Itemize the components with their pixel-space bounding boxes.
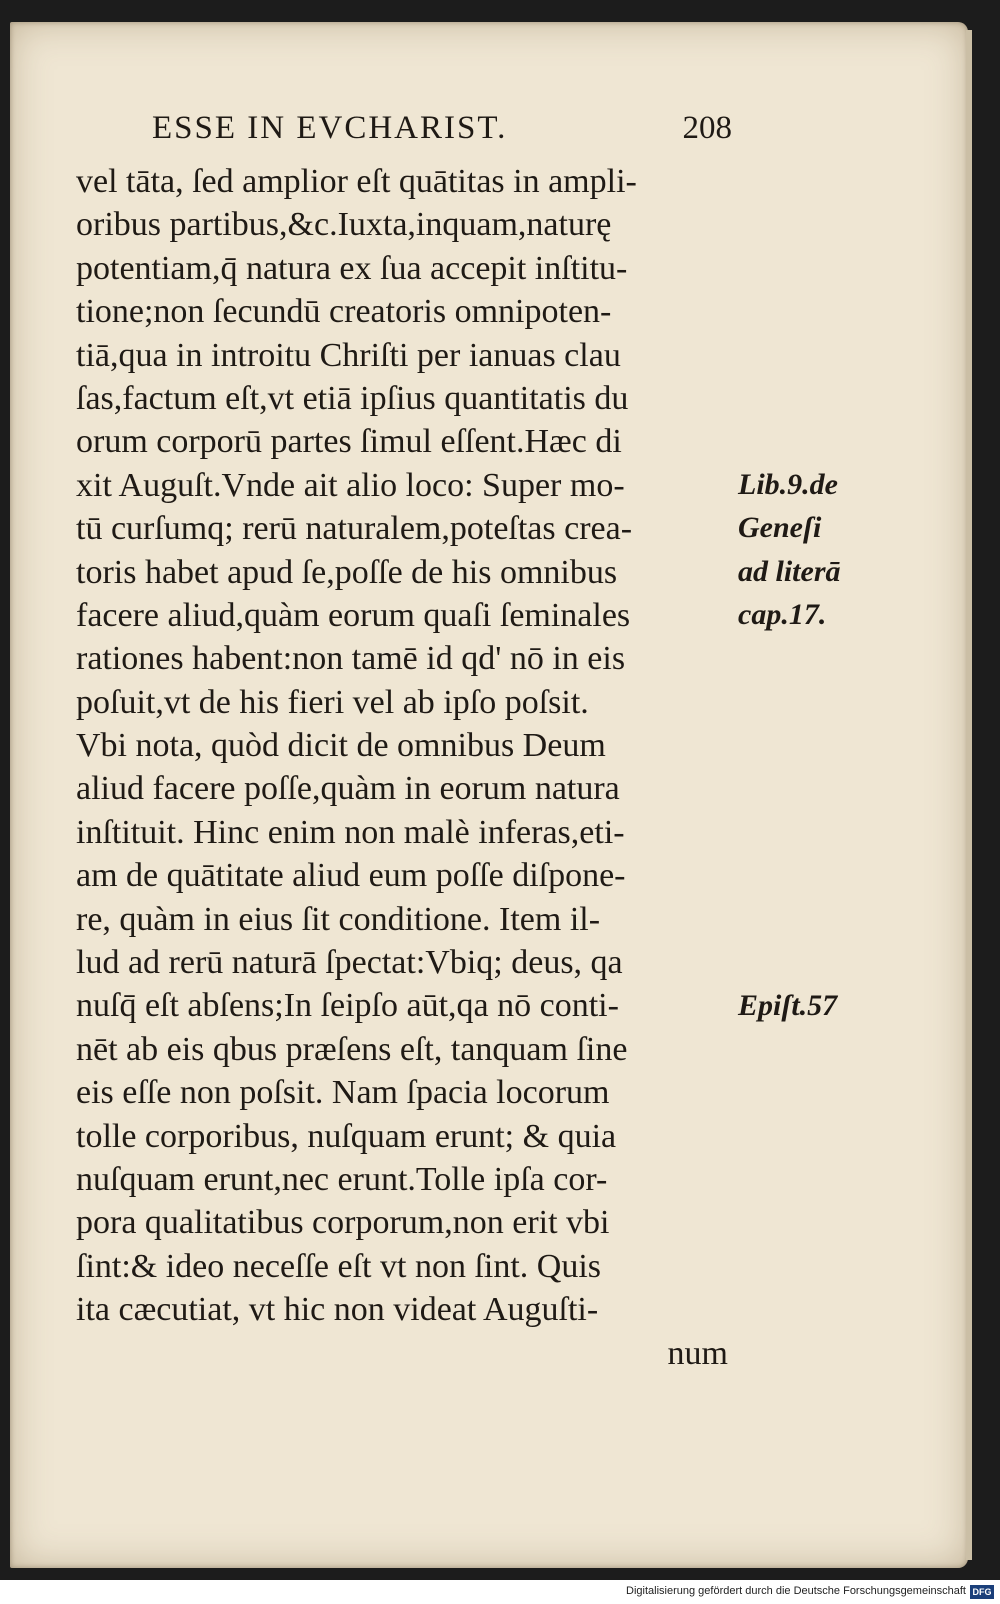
running-title: ESSE IN EVCHARIST.: [152, 110, 508, 146]
text-line: poſuit,vt de his fieri vel ab ipſo poſsit.: [76, 683, 589, 721]
text-line: oribus partibus,&c.Iuxta,inquam,naturę: [76, 206, 612, 244]
body-text: [76, 160, 728, 1375]
text-line: am de quātitate aliud eum poſſe diſpone-: [76, 857, 626, 895]
text-line: nuſq̄ eſt abſens;In ſeipſo aūt,qa nō conti-: [76, 987, 619, 1025]
text-line: re, quàm in eius ſit conditione. Item il-: [76, 900, 601, 938]
funding-credit: Digitalisierung gefördert durch die Deutsche Forschungsgemeinschaft: [626, 1585, 966, 1597]
text-line: facere aliud,quàm eorum quaſi ſeminales: [76, 596, 631, 634]
text-line: vel tāta, ſed amplior eſt quātitas in ampli-: [76, 163, 637, 200]
margin-note-line: Epiſt.57: [738, 989, 838, 1022]
text-line: ſint:& ideo neceſſe eſt vt non ſint. Quis: [76, 1247, 602, 1285]
text-line: tiā,qua in introitu Chriſti per ianuas clau: [76, 336, 621, 374]
margin-note-genesis: [738, 463, 841, 637]
text-line: xit Auguſt.Vnde ait alio loco: Super mo-: [76, 466, 625, 504]
text-line: Vbi nota, quòd dicit de omnibus Deum: [76, 727, 606, 765]
catchword: num: [667, 1334, 728, 1372]
page-edge: [966, 30, 972, 1560]
text-line: potentiam,q̄ natura ex ſua accepit inſtitu-: [76, 249, 628, 287]
text-line: orum corporū partes ſimul eſſent.Hæc di: [76, 423, 622, 461]
margin-note-line: cap.17.: [738, 598, 827, 632]
text-line: inſtituit. Hinc enim non malè inferas,eti-: [76, 813, 625, 851]
margin-note-line: ad literā: [738, 554, 841, 588]
margin-note-line: Lib.9.de: [738, 468, 838, 501]
text-line: tolle corporibus, nuſquam erunt; & quia: [76, 1117, 617, 1155]
text-line: eis eſſe non poſsit. Nam ſpacia locorum: [76, 1074, 610, 1112]
running-header: [152, 110, 732, 158]
page-number: 208: [682, 110, 732, 146]
digitization-footer: [0, 1582, 1000, 1604]
text-line: aliud facere poſſe,quàm in eorum natura: [76, 770, 620, 808]
text-line: ſas,factum eſt,vt etiā ipſius quantitatis du: [76, 379, 629, 417]
text-line: nēt ab eis qbus præſens eſt, tanquam ſine: [76, 1030, 628, 1068]
text-line: tū curſumq; rerū naturalem,poteſtas crea-: [76, 510, 633, 548]
dfg-logo: DFG: [970, 1585, 994, 1599]
text-line: toris habet apud ſe,poſſe de his omnibus: [76, 553, 618, 591]
text-line: nuſquam erunt,nec erunt.Tolle ipſa cor-: [76, 1160, 608, 1198]
text-line: tione;non ſecundū creatoris omnipoten-: [76, 293, 612, 331]
text-line: lud ad rerū naturā ſpectat:Vbiq; deus, qa: [76, 944, 623, 982]
margin-note-line: Geneſi: [738, 511, 822, 545]
text-line: rationes habent:non tamē id qd' nō in eis: [76, 640, 626, 678]
text-line: pora qualitatibus corporum,non erit vbi: [76, 1204, 610, 1242]
margin-note-epistle: [738, 984, 837, 1027]
text-line: ita cæcutiat, vt hic non videat Auguſti-: [76, 1291, 599, 1329]
